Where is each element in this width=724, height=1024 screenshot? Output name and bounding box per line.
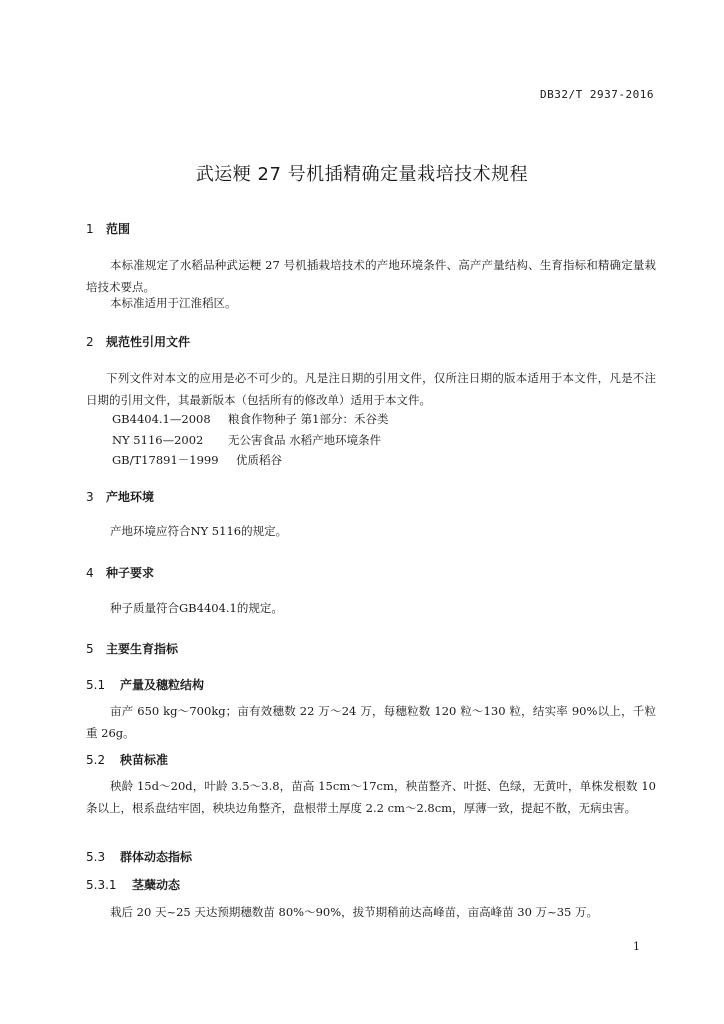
page-number: 1 <box>633 940 640 953</box>
reference-item <box>112 452 282 468</box>
section-1-paragraph-2: 本标准适用于江淮稻区。 <box>110 296 237 310</box>
section-5-2-heading <box>86 751 168 768</box>
document-title: 武运粳 27 号机插精确定量栽培技术规程 <box>195 164 529 185</box>
section-4-paragraph-1: 种子质量符合GB4404.1的规定。 <box>110 601 283 615</box>
section-title: 规范性引用文件 <box>106 335 191 349</box>
section-5-1-heading <box>86 676 204 693</box>
reference-code: GB/T17891－1999 <box>112 453 219 467</box>
section-title: 茎蘖动态 <box>132 878 181 892</box>
section-title: 范围 <box>106 222 131 236</box>
section-5-1-paragraph-1: 亩产 650 kg～700kg；亩有效穗数 22 万～24 万，每穗粒数 120 粒～130 粒，结实率 90%以上，千粒重 26g。 <box>86 704 656 740</box>
section-1-paragraph-1: 本标准规定了水稻品种武运粳 27 号机插栽培技术的产地环境条件、高产产量结构、生育指标和精确定量栽培技术要点。 <box>86 258 656 294</box>
section-number: 3 <box>86 490 94 504</box>
reference-name: 无公害食品 水稻产地环境条件 <box>228 433 382 447</box>
section-3-heading <box>86 488 154 505</box>
section-number: 5.1 <box>86 678 106 692</box>
section-number: 5.3.1 <box>86 878 117 892</box>
reference-name: 优质稻谷 <box>236 453 282 467</box>
reference-name: 粮食作物种子 第1部分：禾谷类 <box>228 412 389 426</box>
section-number: 5.3 <box>86 850 106 864</box>
reference-item <box>112 432 381 448</box>
section-5-heading <box>86 640 178 657</box>
section-title: 种子要求 <box>106 566 155 580</box>
section-4-heading <box>86 564 154 581</box>
section-number: 5 <box>86 642 94 656</box>
section-title: 产量及穗粒结构 <box>120 678 205 692</box>
section-5-3-1-paragraph-1: 栽后 20 天~25 天达预期穗数苗 80%～90%，拔节期稍前达高峰苗，亩高峰苗 30 万~35 万。 <box>110 905 599 919</box>
section-5-2-paragraph-1: 秧龄 15d～20d，叶龄 3.5～3.8，苗高 15cm～17cm，秧苗整齐、叶挺、色绿，无黄叶，单株发根数 10 条以上，根系盘结牢固，秧块边角整齐，盘根带土厚度 2.2 cm～2.8cm，厚薄一致，提起不散，无病虫害。 <box>86 779 656 815</box>
section-number: 2 <box>86 335 94 349</box>
section-5-3-heading <box>86 848 192 865</box>
section-title: 主要生育指标 <box>106 642 179 656</box>
section-number: 5.2 <box>86 753 106 767</box>
reference-code: GB4404.1—2008 <box>112 412 211 426</box>
section-1-heading <box>86 220 130 237</box>
section-title: 群体动态指标 <box>120 850 193 864</box>
reference-code: NY 5116—2002 <box>112 433 204 447</box>
standard-number: DB32/T 2937-2016 <box>540 88 654 101</box>
section-5-3-1-heading <box>86 876 180 893</box>
section-number: 1 <box>86 222 94 236</box>
section-title: 产地环境 <box>106 490 155 504</box>
section-2-heading <box>86 333 190 350</box>
section-number: 4 <box>86 566 94 580</box>
section-2-paragraph-1: 下列文件对本文的应用是必不可少的。凡是注日期的引用文件，仅所注日期的版本适用于本文件，凡是不注日期的引用文件，其最新版本（包括所有的修改单）适用于本文件。 <box>86 371 656 407</box>
reference-item <box>112 411 388 427</box>
section-3-paragraph-1: 产地环境应符合NY 5116的规定。 <box>110 524 288 538</box>
section-title: 秧苗标准 <box>120 753 169 767</box>
